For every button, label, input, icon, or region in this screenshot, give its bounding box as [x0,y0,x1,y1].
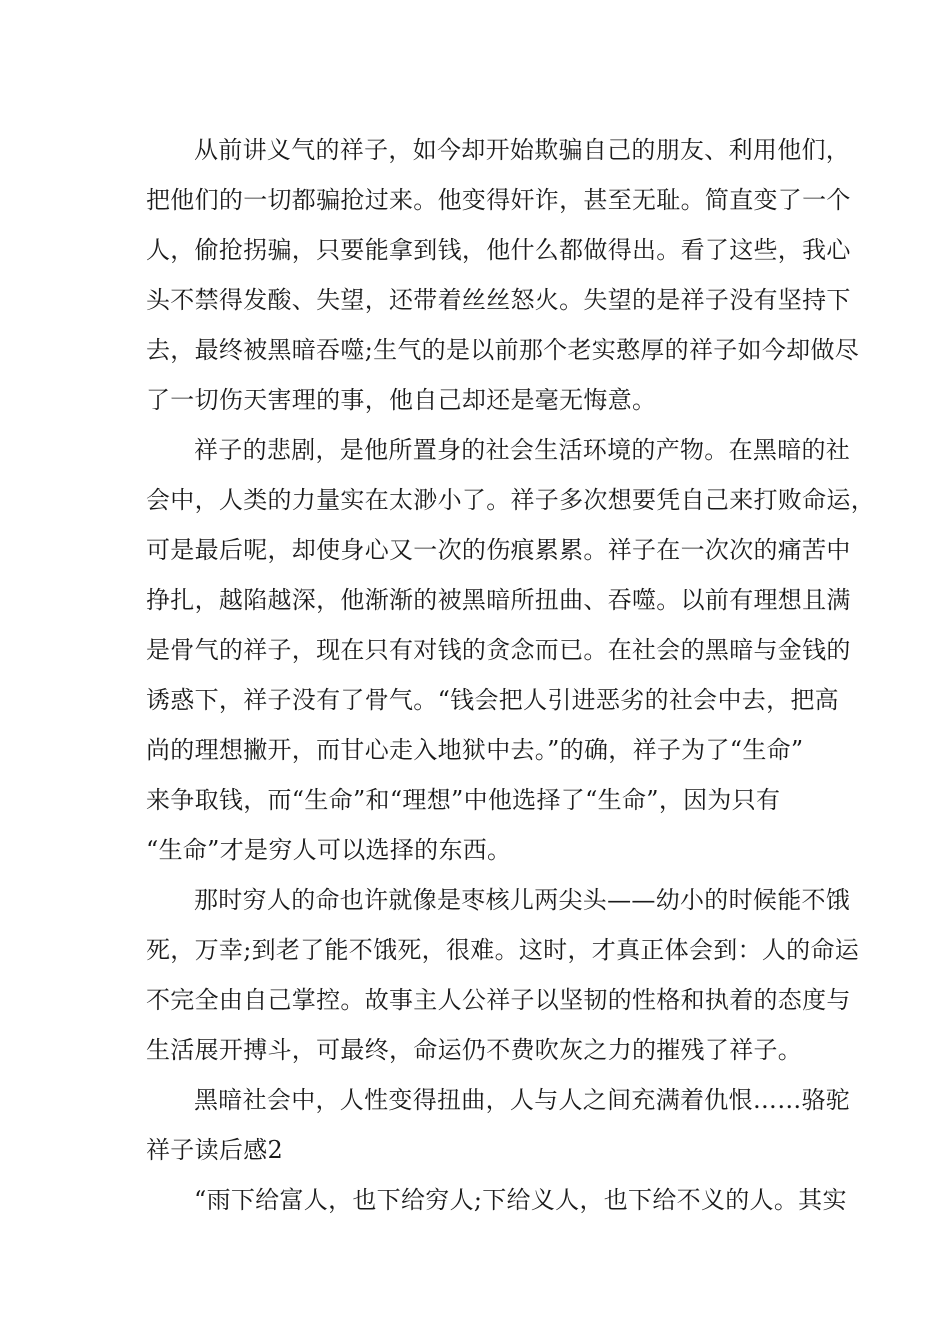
text-line: 死，万幸;到老了能不饿死，很难。这时，才真正体会到：人的命运 [146,936,860,964]
text-line: 祥子的悲剧，是他所置身的社会生活环境的产物。在黑暗的社 [194,436,851,464]
text-line: “雨下给富人，也下给穷人;下给义人，也下给不义的人。其实 [194,1186,847,1214]
text-line: “生命”才是穷人可以选择的东西。 [146,836,512,864]
text-line: 生活展开搏斗，可最终，命运仍不费吹灰之力的摧残了祥子。 [146,1036,803,1064]
text-line: 诱惑下，祥子没有了骨气。“钱会把人引进恶劣的社会中去，把高 [146,686,839,714]
text-line: 挣扎，越陷越深，他渐渐的被黑暗所扭曲、吞噬。以前有理想且满 [146,586,851,614]
text-line: 头不禁得发酸、失望，还带着丝丝怒火。失望的是祥子没有坚持下 [146,286,851,314]
section-heading: 祥子读后感2 [146,1136,284,1164]
text-line: 去，最终被黑暗吞噬;生气的是以前那个老实憨厚的祥子如今却做尽 [146,336,860,364]
text-line: 把他们的一切都骗抢过来。他变得奸诈，甚至无耻。简直变了一个 [146,186,851,214]
text-line: 人，偷抢拐骗，只要能拿到钱，他什么都做得出。看了这些，我心 [146,236,851,264]
text-line: 来争取钱，而“生命”和“理想”中他选择了“生命”，因为只有 [146,786,781,814]
text-line: 从前讲义气的祥子，如今却开始欺骗自己的朋友、利用他们， [194,136,851,164]
text-line: 可是最后呢，却使身心又一次的伤痕累累。祥子在一次次的痛苦中 [146,536,851,564]
text-line: 不完全由自己掌控。故事主人公祥子以坚韧的性格和执着的态度与 [146,986,851,1014]
text-line: 尚的理想撇开，而甘心走入地狱中去。”的确，祥子为了“生命” [146,736,804,764]
text-line: 会中，人类的力量实在太渺小了。祥子多次想要凭自己来打败命运， [146,486,875,514]
text-line: 是骨气的祥子，现在只有对钱的贪念而已。在社会的黑暗与金钱的 [146,636,851,664]
text-line: 黑暗社会中，人性变得扭曲，人与人之间充满着仇恨……骆驼 [194,1086,851,1114]
text-line: 那时穷人的命也许就像是枣核儿两尖头——幼小的时候能不饿 [194,886,851,914]
text-line: 了一切伤天害理的事，他自己却还是毫无悔意。 [146,386,657,414]
